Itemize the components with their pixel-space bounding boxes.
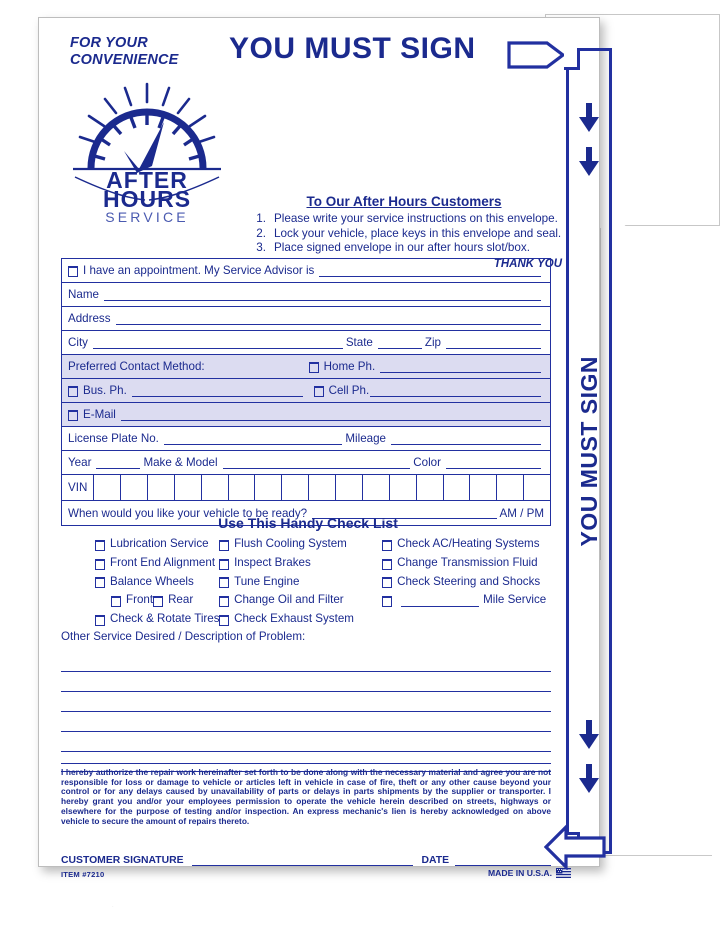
form-row-city-state-zip — [62, 331, 550, 355]
legal-authorization-block — [61, 763, 551, 826]
checklist-item-label: Check Steering and Shocks — [397, 574, 541, 588]
input-mileage[interactable] — [391, 433, 541, 445]
date-label: DATE — [421, 855, 449, 866]
label-mileage: Mileage — [345, 432, 386, 445]
top-arrow-group — [578, 103, 600, 182]
checkbox-bus-phone[interactable] — [68, 386, 78, 397]
other-service-line[interactable] — [61, 712, 551, 732]
input-make-model[interactable] — [223, 457, 411, 469]
after-hours-service-logo — [67, 80, 227, 230]
made-in-usa-label: MADE IN U.S.A. — [488, 868, 552, 878]
checkbox-home-phone[interactable] — [309, 362, 319, 373]
legal-text: I hereby authorize the repair work hereinafter set forth to be done along with the necessary material and agree you are not responsible for loss or damage to vehicle or articles left in vehicle in case of fire, theft or any other cause beyond your control or for any delays caused by unavailability of parts or delays in parts shipments by the supplier or transporter. I hereby grant you and/or your employees permission to operate the vehicle herein described on streets, highways or elsewhere for the purpose of testing and/or inspection. An express mechanic's lien is hereby acknowledged on above vehicle to secure the amount of repairs thereto. — [61, 767, 551, 826]
logo-word-hours: HOURS — [102, 186, 192, 212]
input-date[interactable] — [455, 854, 551, 866]
label-cell-phone: Cell Ph. — [328, 384, 370, 397]
input-color[interactable] — [446, 457, 541, 469]
instruction-number: 1. — [256, 212, 266, 225]
input-city[interactable] — [93, 337, 343, 349]
checkbox-check-ac-heating-systems[interactable] — [382, 540, 392, 551]
checkbox-check-rotate-tires[interactable] — [95, 615, 105, 626]
right-arrow-outline-icon — [507, 40, 565, 75]
label-name: Name — [68, 288, 99, 301]
instruction-item — [244, 227, 564, 242]
checkbox-balance-wheels[interactable] — [95, 577, 105, 588]
label-vin: VIN — [68, 481, 88, 494]
card-header — [39, 18, 599, 78]
checkbox-mile-service[interactable] — [382, 596, 392, 607]
speedometer-gauge-icon — [67, 80, 227, 230]
label-year: Year — [68, 456, 92, 469]
form-row-email — [62, 403, 550, 427]
bottom-arrow-group — [578, 720, 600, 799]
checklist-item-label: Lubrication Service — [110, 537, 209, 550]
header-tagline — [70, 35, 179, 69]
instruction-text: Place signed envelope in our after hours slot/box. — [274, 241, 530, 254]
down-arrow-icon — [578, 147, 600, 182]
label-color: Color — [413, 456, 441, 469]
checklist-item[interactable] — [219, 535, 382, 554]
checklist-item-label: Change Transmission Fluid — [397, 555, 538, 569]
checklist-item-label: Inspect Brakes — [234, 555, 311, 569]
vin-cell[interactable] — [120, 475, 147, 500]
checkbox-lubrication-service[interactable] — [95, 540, 105, 551]
checkbox-front[interactable] — [111, 596, 121, 607]
checklist-subitem[interactable] — [111, 591, 153, 610]
input-name[interactable] — [104, 289, 541, 301]
input-zip[interactable] — [446, 337, 541, 349]
checklist-columns — [61, 535, 555, 629]
form-row-preferred-contact — [62, 355, 550, 379]
checklist-item-label: Check AC/Heating Systems — [397, 537, 540, 550]
checklist-item-label: Check & Rotate Tires — [110, 612, 220, 626]
instruction-text: Lock your vehicle, place keys in this envelope and seal. — [274, 226, 562, 240]
vin-cell[interactable] — [201, 475, 228, 500]
vertical-sign-text: YOU MUST SIGN — [575, 355, 602, 547]
customer-info-form — [61, 258, 551, 526]
vin-cell[interactable] — [281, 475, 308, 500]
left-arrow-outline-icon — [544, 824, 606, 875]
checkbox-change-oil-and-filter[interactable] — [219, 596, 229, 607]
checklist-item[interactable] — [219, 591, 382, 610]
input-home-phone[interactable] — [380, 361, 541, 373]
input-state[interactable] — [378, 337, 422, 349]
form-row-appointment — [62, 259, 550, 283]
input-vin-cells[interactable] — [93, 475, 550, 500]
checkbox-email[interactable] — [68, 410, 78, 421]
vin-cell[interactable] — [308, 475, 335, 500]
checkbox-tune-engine[interactable] — [219, 577, 229, 588]
checklist-item[interactable] — [382, 535, 555, 554]
label-make-model: Make & Model — [143, 456, 218, 469]
label-state: State — [345, 336, 373, 349]
checklist-subitem-row — [95, 591, 219, 610]
down-arrow-icon — [578, 720, 600, 755]
checklist-item-label: Check Exhaust System — [234, 612, 354, 626]
checklist-item[interactable] — [219, 573, 382, 592]
vin-cell[interactable] — [496, 475, 523, 500]
instructions-title: To Our After Hours Customers — [306, 194, 502, 209]
vin-cell[interactable] — [93, 475, 120, 500]
other-service-block — [61, 630, 551, 772]
vin-cell[interactable] — [389, 475, 416, 500]
checklist-subitem[interactable] — [153, 591, 193, 610]
vin-cell[interactable] — [228, 475, 255, 500]
checklist-item-label: Front End Alignment — [110, 555, 216, 569]
checklist-item[interactable] — [382, 554, 555, 573]
instruction-number: 3. — [256, 241, 266, 254]
vin-cell[interactable] — [443, 475, 470, 500]
instruction-item — [244, 241, 564, 256]
label-city: City — [68, 336, 88, 349]
label-appointment: I have an appointment. My Service Advisor is — [83, 264, 315, 277]
logo-word-service: SERVICE — [105, 209, 189, 225]
checkbox-cell-phone[interactable] — [314, 386, 324, 397]
other-service-line[interactable] — [61, 692, 551, 712]
checkbox-inspect-brakes[interactable] — [219, 559, 229, 570]
input-year[interactable] — [96, 457, 140, 469]
other-service-line[interactable] — [61, 652, 551, 672]
label-bus-phone: Bus. Ph. — [83, 384, 127, 397]
service-checklist — [61, 515, 555, 629]
checkbox-flush-cooling-system[interactable] — [219, 540, 229, 551]
vin-cell[interactable] — [147, 475, 174, 500]
label-email: E-Mail — [83, 408, 116, 421]
input-bus-phone[interactable] — [132, 385, 303, 397]
other-service-label: Other Service Desired / Description of Problem: — [61, 630, 306, 643]
input-license-plate[interactable] — [164, 433, 343, 445]
form-row-year-make-color — [62, 451, 550, 475]
form-row-address — [62, 307, 550, 331]
input-service-advisor[interactable] — [319, 265, 541, 277]
input-mile-service-value[interactable] — [401, 595, 479, 607]
checkbox-change-transmission-fluid[interactable] — [382, 559, 392, 570]
item-number: ITEM #7210 — [61, 870, 105, 879]
checklist-title: Use This Handy Check List — [218, 515, 398, 531]
form-row-bus-cell-phone — [62, 379, 550, 403]
checklist-item-mile-service[interactable] — [382, 591, 555, 610]
vin-cell[interactable] — [335, 475, 362, 500]
checklist-item[interactable] — [219, 610, 382, 629]
input-cell-phone[interactable] — [370, 385, 541, 397]
spacer — [210, 361, 306, 372]
label-ready-time: When would you like your vehicle to be ready? — [68, 506, 308, 520]
checklist-column-3 — [382, 535, 555, 629]
input-email[interactable] — [121, 409, 541, 421]
label-license-plate: License Plate No. — [68, 432, 159, 445]
checklist-item[interactable] — [95, 535, 219, 554]
label-address: Address — [68, 312, 111, 325]
checklist-item-label: Mile Service — [483, 593, 547, 607]
label-am-pm: AM / PM — [499, 506, 544, 520]
header-tagline-line1: FOR YOUR — [70, 35, 148, 51]
checklist-item[interactable] — [219, 554, 382, 573]
signature-row — [61, 854, 551, 866]
vin-cell[interactable] — [362, 475, 389, 500]
checkbox-check-exhaust-system[interactable] — [219, 615, 229, 626]
checklist-subitem-label: Front — [126, 593, 154, 607]
checkbox-appointment[interactable] — [68, 266, 78, 277]
form-row-name — [62, 283, 550, 307]
checkbox-front-end-alignment[interactable] — [95, 559, 105, 570]
other-service-line[interactable] — [61, 732, 551, 752]
checklist-item[interactable] — [95, 554, 219, 573]
checklist-item-label: Balance Wheels — [110, 574, 194, 588]
other-service-write-in-lines[interactable] — [61, 652, 551, 772]
instruction-text: Please write your service instructions on this envelope. — [274, 212, 558, 225]
page-title: YOU MUST SIGN — [229, 32, 476, 65]
header-tagline-line2: CONVENIENCE — [70, 52, 179, 68]
input-address[interactable] — [116, 313, 541, 325]
label-home-phone: Home Ph. — [323, 360, 376, 373]
vin-cell[interactable] — [254, 475, 281, 500]
vertical-sign-strip-content — [569, 51, 609, 851]
form-row-vin — [62, 475, 550, 501]
checkbox-rear[interactable] — [153, 596, 163, 607]
logo-word-after: AFTER — [106, 167, 188, 193]
vin-cell[interactable] — [469, 475, 496, 500]
checkbox-check-steering-and-shocks[interactable] — [382, 577, 392, 588]
label-preferred-contact: Preferred Contact Method: — [68, 360, 205, 373]
vin-cell[interactable] — [416, 475, 443, 500]
checklist-column-2 — [219, 535, 382, 629]
service-envelope-card — [38, 17, 602, 879]
checklist-column-1 — [61, 535, 219, 629]
checklist-item-label: Tune Engine — [234, 574, 300, 588]
vertical-sign-strip — [566, 48, 612, 854]
vin-cell[interactable] — [174, 475, 201, 500]
customer-signature-label: CUSTOMER SIGNATURE — [61, 855, 184, 866]
form-row-plate-mileage — [62, 427, 550, 451]
checklist-item[interactable] — [382, 573, 555, 592]
checklist-item[interactable] — [95, 573, 219, 592]
checklist-item[interactable] — [95, 610, 219, 629]
instruction-item — [244, 212, 564, 227]
label-zip: Zip — [424, 336, 441, 349]
checklist-subitem-label: Rear — [168, 593, 194, 607]
instruction-number: 2. — [256, 226, 266, 240]
vin-cell[interactable] — [523, 475, 550, 500]
input-customer-signature[interactable] — [192, 854, 414, 866]
checklist-item-label: Change Oil and Filter — [234, 593, 344, 607]
other-service-line[interactable] — [61, 672, 551, 692]
checklist-item-label: Flush Cooling System — [234, 537, 347, 550]
down-arrow-icon — [578, 764, 600, 799]
down-arrow-icon — [578, 103, 600, 138]
thank-you-text: THANK YOU — [493, 257, 562, 270]
